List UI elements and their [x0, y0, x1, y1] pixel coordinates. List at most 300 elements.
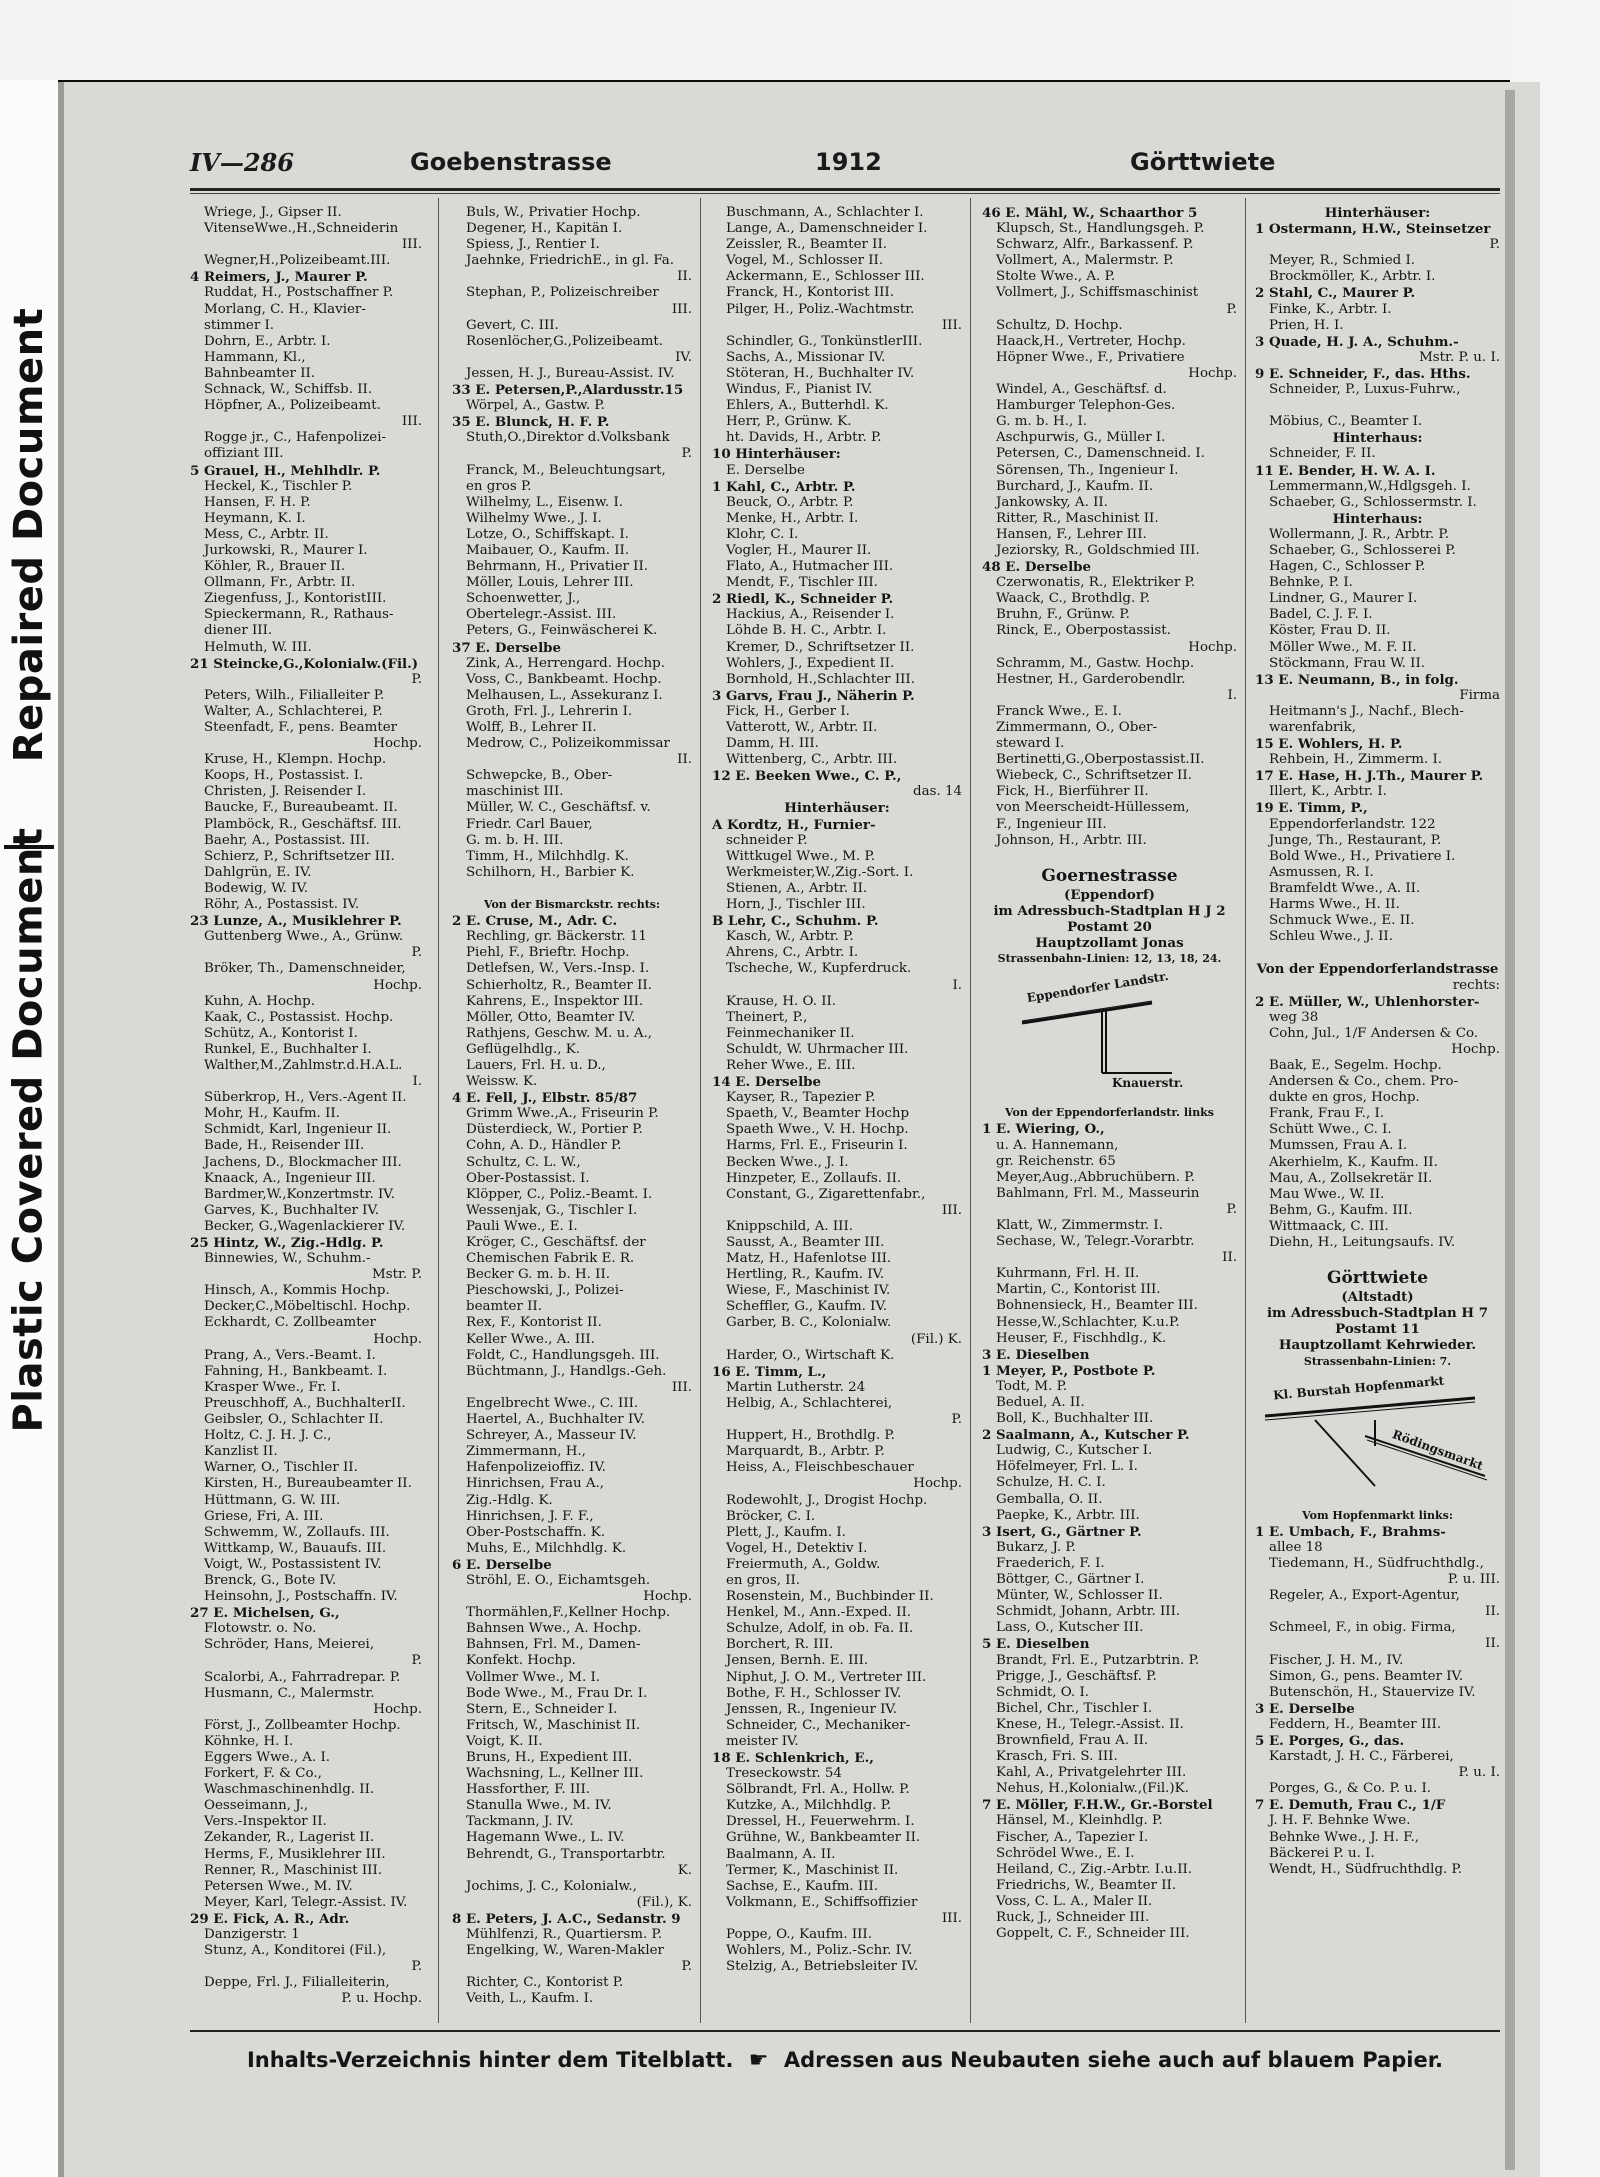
- directory-line: Vogel, H., Detektiv I.: [726, 1540, 868, 1556]
- directory-line: Czerwonatis, R., Elektriker P.: [996, 575, 1196, 591]
- directory-line: Pilger, H., Poliz.-Wachtmstr.: [726, 301, 915, 317]
- directory-line: Morlang, C. H., Klavier-: [204, 301, 366, 317]
- directory-line: Düsterdieck, W., Portier P.: [466, 1122, 643, 1138]
- directory-line: Pauli Wwe., E. I.: [466, 1218, 578, 1234]
- directory-line: Wendt, H., Südfruchthdlg. P.: [1269, 1861, 1463, 1877]
- directory-line: Jeziorsky, R., Goldschmied III.: [996, 542, 1200, 558]
- directory-line: Plamböck, R., Geschäftsf. III.: [204, 816, 402, 832]
- directory-line: Wittmaack, C. III.: [1269, 1218, 1389, 1234]
- directory-line: Ollmann, Fr., Arbtr. II.: [204, 575, 356, 591]
- directory-line: Bahnsen Wwe., A. Hochp.: [466, 1621, 642, 1637]
- directory-line: Tscheche, W., Kupferdruck.: [726, 961, 912, 977]
- directory-line: Hamburger Telephon-Ges.: [996, 398, 1176, 414]
- directory-line: Buls, W., Privatier Hochp.: [466, 205, 641, 220]
- directory-line: Schultz, C. L. W.,: [466, 1154, 581, 1170]
- directory-line: Helbig, A., Schlachterei,: [726, 1395, 893, 1411]
- directory-line: Becker, G.,Wagenlackierer IV.: [204, 1218, 406, 1234]
- directory-line: Stunz, A., Konditorei (Fil.),: [204, 1943, 387, 1959]
- directory-line: G. m. b. H., I.: [996, 414, 1088, 430]
- directory-line: Wohlers, J., Expedient II.: [726, 655, 895, 671]
- directory-line: Christen, J. Reisender I.: [204, 784, 367, 800]
- directory-line: Schreyer, A., Masseur IV.: [466, 1428, 637, 1444]
- directory-line: Schmuck Wwe., E. II.: [1269, 913, 1415, 929]
- directory-line: Schulze, H. C. I.: [996, 1475, 1106, 1491]
- directory-line: Löhde B. H. C., Arbtr. I.: [726, 623, 887, 639]
- directory-line: Decker,C.,Möbeltischl. Hochp.: [204, 1299, 411, 1315]
- directory-line: I.: [952, 977, 962, 993]
- directory-line: Ziegenfuss, J., KontoristIII.: [204, 591, 387, 607]
- directory-line: en gros P.: [466, 478, 532, 494]
- directory-line: Damm, H. III.: [726, 736, 819, 752]
- directory-line: Behrendt, G., Transportarbtr.: [466, 1846, 666, 1862]
- directory-line: Ober-Postassist. I.: [466, 1170, 590, 1186]
- directory-line: Knaack, A., Ingenieur III.: [204, 1170, 376, 1186]
- directory-line: Garber, B. C., Kolonialw.: [726, 1315, 892, 1331]
- directory-line: Hüttmann, G. W. III.: [204, 1492, 341, 1508]
- directory-line: Degener, H., Kapitän I.: [466, 221, 623, 237]
- directory-line: Schröder, Hans, Meierei,: [204, 1637, 375, 1653]
- directory-line: Hertling, R., Kaufm. IV.: [726, 1267, 885, 1283]
- directory-line: III.: [671, 301, 692, 317]
- directory-line: 4 Reimers, J., Maurer P.: [190, 269, 368, 286]
- directory-line: 11 E. Bender, H. W. A. I.: [1255, 462, 1436, 479]
- directory-line: Walther,M.,Zahlmstr.d.H.A.L.: [204, 1057, 403, 1073]
- directory-line: IV.: [675, 349, 692, 365]
- directory-line: Sechase, W., Telegr.-Vorarbtr.: [996, 1234, 1195, 1250]
- directory-line: Zig.-Hdlg. K.: [466, 1492, 553, 1508]
- directory-line: Bukarz, J. P.: [996, 1539, 1076, 1555]
- directory-line: Bold Wwe., H., Privatiere I.: [1269, 848, 1456, 864]
- directory-line: Wittkamp, W., Bauaufs. III.: [204, 1540, 387, 1556]
- directory-line: Prien, H. I.: [1269, 317, 1344, 333]
- directory-line: 14 E. Derselbe: [712, 1074, 822, 1091]
- directory-line: Bäckerei P. u. I.: [1269, 1845, 1375, 1861]
- directory-line: Ehlers, A., Butterhdl. K.: [726, 398, 889, 414]
- directory-line: Bode Wwe., M., Frau Dr. I.: [466, 1685, 648, 1701]
- directory-line: Dahlgrün, E. IV.: [204, 864, 312, 880]
- directory-line: im Adressbuch-Stadtplan H J 2: [993, 902, 1226, 919]
- directory-line: P.: [411, 671, 422, 687]
- directory-line: Feddern, H., Beamter III.: [1269, 1716, 1442, 1732]
- directory-line: Vatterott, W., Arbtr. II.: [726, 720, 878, 735]
- directory-line: im Adressbuch-Stadtplan H 7: [1266, 1305, 1489, 1322]
- directory-line: Lauers, Frl. H. u. D.,: [466, 1057, 606, 1073]
- directory-line: 2 Riedl, K., Schneider P.: [712, 591, 894, 608]
- directory-line: Vers.-Inspektor II.: [204, 1814, 327, 1830]
- directory-line: Krause, H. O. II.: [726, 993, 837, 1009]
- directory-line: Butenschön, H., Stauervize IV.: [1269, 1684, 1476, 1700]
- directory-line: 37 E. Derselbe: [452, 639, 562, 656]
- directory-line: Fahning, H., Bankbeamt. I.: [204, 1363, 388, 1379]
- directory-line: Vom Hopfenmarkt links:: [1302, 1508, 1453, 1522]
- directory-line: Brownfield, Frau A. II.: [996, 1732, 1149, 1748]
- directory-line: Prigge, J., Geschäftsf. P.: [996, 1668, 1157, 1684]
- directory-line: Windel, A., Geschäftsf. d.: [996, 382, 1167, 398]
- directory-line: Gevert, C. III.: [466, 317, 559, 333]
- directory-line: Baalmann, A. II.: [726, 1846, 836, 1862]
- directory-line: Porges, G., & Co. P. u. I.: [1269, 1781, 1432, 1797]
- directory-line: Sachs, A., Missionar IV.: [726, 349, 886, 365]
- directory-line: Brockmöller, K., Arbtr. I.: [1269, 269, 1436, 285]
- directory-line: Höpner Wwe., F., Privatiere: [996, 349, 1185, 365]
- directory-line: Schmidt, Johann, Arbtr. III.: [996, 1604, 1181, 1620]
- directory-line: Spaeth, V., Beamter Hochp: [726, 1106, 910, 1122]
- directory-line: Hochp.: [373, 977, 422, 993]
- directory-line: 17 E. Hase, H. J.Th., Maurer P.: [1255, 768, 1484, 785]
- directory-line: I.: [1227, 687, 1237, 703]
- directory-line: Maibauer, O., Kaufm. II.: [466, 542, 630, 558]
- directory-line: Klöpper, C., Poliz.-Beamt. I.: [466, 1186, 653, 1202]
- directory-line: P.: [681, 446, 692, 462]
- column-divider: [970, 198, 971, 2023]
- directory-line: Tackmann, J. IV.: [466, 1814, 574, 1830]
- directory-line: Preuschhoff, A., BuchhalterII.: [204, 1395, 406, 1411]
- directory-line: P. u. Hochp.: [341, 1991, 422, 2007]
- directory-line: III.: [941, 1910, 962, 1926]
- directory-line: Danzigerstr. 1: [204, 1927, 300, 1943]
- directory-line: Mau Wwe., W. II.: [1269, 1186, 1385, 1202]
- directory-line: P.: [1226, 301, 1237, 317]
- directory-line: 13 E. Neumann, B., in folg.: [1255, 671, 1459, 688]
- directory-line: Hochp.: [373, 1331, 422, 1347]
- directory-line: 2 E. Müller, W., Uhlenhorster-: [1255, 993, 1480, 1010]
- directory-line: Peters, Wilh., Filialleiter P.: [204, 687, 385, 703]
- directory-line: Böttger, C., Gärtner I.: [996, 1572, 1145, 1588]
- directory-line: Rogge jr., C., Hafenpolizei-: [204, 430, 387, 446]
- directory-line: Bröcker, C. I.: [726, 1508, 816, 1524]
- directory-line: Rex, F., Kontorist II.: [466, 1315, 602, 1331]
- directory-line: 1 E. Wiering, O.,: [982, 1121, 1105, 1138]
- directory-line: Hauptzollamt Jonas: [1035, 935, 1184, 952]
- directory-line: Wohlers, M., Poliz.-Schr. IV.: [726, 1943, 913, 1959]
- directory-line: Weissw. K.: [466, 1074, 538, 1090]
- directory-line: Flotowstr. o. No.: [204, 1621, 317, 1637]
- directory-line: Spiess, J., Rentier I.: [466, 237, 600, 253]
- directory-line: A Kordtz, H., Furnier-: [712, 816, 876, 833]
- directory-line: meister IV.: [726, 1733, 799, 1749]
- directory-line: Freiermuth, A., Goldw.: [726, 1556, 881, 1572]
- directory-line: Runkel, E., Buchhalter I.: [204, 1041, 372, 1057]
- directory-line: Termer, K., Maschinist II.: [726, 1862, 899, 1878]
- directory-line: Menke, H., Arbtr. I.: [726, 510, 859, 526]
- directory-line: Ackermann, E., Schlosser III.: [726, 269, 925, 285]
- directory-line: Kanzlist II.: [204, 1444, 278, 1460]
- directory-line: warenfabrik,: [1269, 720, 1356, 735]
- directory-line: Görttwiete: [1326, 1268, 1429, 1289]
- directory-line: [982, 849, 1237, 865]
- directory-line: Schmidt, O. I.: [996, 1684, 1089, 1700]
- directory-line: P. u. III.: [1447, 1572, 1500, 1588]
- directory-line: 2 Saalmann, A., Kutscher P.: [982, 1427, 1190, 1444]
- directory-line: Cohn, Jul., 1/F Andersen & Co.: [1269, 1025, 1479, 1041]
- directory-line: 4 E. Fell, J., Elbstr. 85/87: [452, 1090, 638, 1107]
- directory-line: 48 E. Derselbe: [982, 559, 1092, 576]
- directory-line: Medrow, C., Polizeikommissar: [466, 736, 670, 752]
- directory-line: Hinrichsen, Frau A.,: [466, 1476, 605, 1492]
- directory-line: Strassenbahn-Linien: 12, 13, 18, 24.: [997, 952, 1222, 966]
- directory-line: Volkmann, E., Schiffsoffizier: [726, 1894, 918, 1910]
- directory-line: Konfekt. Hochp.: [466, 1653, 576, 1669]
- directory-line: 3 Isert, G., Gärtner P.: [982, 1523, 1142, 1540]
- directory-line: Tiedemann, H., Südfruchthdlg.,: [1269, 1555, 1484, 1571]
- directory-line: B Lehr, C., Schuhm. P.: [712, 913, 879, 930]
- directory-line: Hackius, A., Reisender I.: [726, 607, 895, 623]
- directory-line: Engelking, W., Waren-Makler: [466, 1943, 664, 1959]
- directory-line: 18 E. Schlenkrich, E.,: [712, 1750, 874, 1766]
- directory-line: Schierz, P., Schriftsetzer III.: [204, 848, 395, 864]
- directory-line: Rodewohlt, J., Drogist Hochp.: [726, 1492, 928, 1508]
- directory-line: Beduel, A. II.: [996, 1395, 1085, 1410]
- directory-line: Spaeth Wwe., V. H. Hochp.: [726, 1122, 909, 1138]
- directory-line: Hinrichsen, J. F. F.,: [466, 1508, 594, 1524]
- directory-line: Holtz, C. J. H. J. C.,: [204, 1428, 332, 1444]
- directory-line: Wiebeck, C., Schriftsetzer II.: [996, 768, 1192, 784]
- directory-line: 27 E. Michelsen, G.,: [190, 1605, 340, 1622]
- directory-line: Scalorbi, A., Fahrradrepar. P.: [204, 1669, 401, 1685]
- pointing-hand-icon: ☛: [748, 2048, 769, 2073]
- directory-line: Ruck, J., Schneider III.: [996, 1910, 1150, 1925]
- directory-line: Fick, H., Gerber I.: [726, 703, 850, 719]
- directory-line: Haack,H., Vertreter, Hochp.: [996, 333, 1186, 349]
- directory-line: Kutzke, A., Milchhdlg. P.: [726, 1798, 892, 1814]
- directory-line: Finke, K., Arbtr. I.: [1269, 301, 1392, 317]
- directory-line: Forkert, F. & Co.,: [204, 1766, 322, 1782]
- directory-line: Brandt, Frl. E., Putzarbtrin. P.: [996, 1652, 1200, 1668]
- directory-line: Flato, A., Hutmacher III.: [726, 559, 894, 575]
- directory-line: Schleu Wwe., J. II.: [1269, 929, 1393, 945]
- directory-line: Stephan, P., Polizeischreiber: [466, 285, 659, 301]
- directory-line: Chemischen Fabrik E. R.: [466, 1251, 635, 1267]
- directory-line: Büchtmann, J., Handlgs.-Geh.: [466, 1363, 667, 1379]
- directory-line: Krasch, Fri. S. III.: [996, 1749, 1118, 1765]
- directory-line: gr. Reichenstr. 65: [996, 1153, 1116, 1169]
- directory-line: Cohn, A. D., Händler P.: [466, 1138, 622, 1154]
- directory-line: offiziant III.: [204, 446, 284, 462]
- directory-line: Oesseimann, J.,: [204, 1798, 309, 1814]
- directory-line: 8 E. Peters, J. A.C., Sedanstr. 9: [452, 1910, 681, 1927]
- directory-line: P.: [411, 1959, 422, 1975]
- directory-line: Münter, W., Schlosser II.: [996, 1588, 1163, 1604]
- directory-line: Hochp.: [1451, 1041, 1500, 1057]
- directory-line: Hinterhäuser:: [1324, 205, 1431, 221]
- directory-line: Voigt, W., Postassistent IV.: [204, 1556, 382, 1572]
- directory-line: 33 E. Petersen,P.,Alardusstr.15: [452, 382, 684, 399]
- directory-line: Bichel, Chr., Tischler I.: [996, 1700, 1153, 1716]
- directory-line: Helmuth, W. III.: [204, 639, 312, 655]
- directory-line: rechts:: [1452, 977, 1500, 993]
- directory-line: Bade, H., Reisender III.: [204, 1138, 365, 1154]
- directory-line: Werkmeister,W.,Zig.-Sort. I.: [726, 864, 914, 880]
- directory-line: Möller, Louis, Lehrer III.: [466, 575, 634, 591]
- directory-line: Ober-Postschaffn. K.: [466, 1524, 606, 1540]
- directory-line: P.: [411, 1653, 422, 1669]
- footer-index-note: Inhalts-Verzeichnis hinter dem Titelblatt.: [246, 2048, 734, 2072]
- directory-line: Kasch, W., Arbtr. P.: [726, 929, 854, 945]
- directory-line: Friedr. Carl Bauer,: [466, 816, 593, 832]
- directory-line: Regeler, A., Export-Agentur,: [1269, 1588, 1460, 1604]
- page-number: IV—286: [190, 148, 294, 177]
- directory-line: Möller Wwe., M. F. II.: [1269, 639, 1417, 655]
- column-5: [1255, 205, 1500, 2020]
- directory-line: Heckel, K., Tischler P.: [204, 478, 353, 494]
- directory-line: III.: [401, 414, 422, 430]
- directory-line: Scheffler, G., Kaufm. IV.: [726, 1299, 888, 1315]
- directory-line: Hochp.: [643, 1589, 692, 1605]
- directory-line: Klatt, W., Zimmermstr. I.: [996, 1217, 1163, 1233]
- directory-line: Hochp.: [1188, 639, 1237, 655]
- directory-line: Warner, O., Tischler II.: [204, 1460, 358, 1476]
- directory-line: 1 Ostermann, H.W., Steinsetzer: [1255, 221, 1491, 238]
- column-divider: [438, 198, 439, 2023]
- directory-line: Asmussen, R. I.: [1269, 864, 1374, 880]
- directory-line: Vogler, H., Maurer II.: [726, 542, 872, 558]
- directory-line: Prang, A., Vers.-Beamt. I.: [204, 1347, 376, 1363]
- directory-line: Firma: [1459, 687, 1500, 703]
- directory-line: Theinert, P.,: [726, 1009, 808, 1025]
- directory-line: Wriege, J., Gipser II.: [204, 205, 342, 220]
- directory-line: Hafenpolizeioffiz. IV.: [466, 1460, 606, 1476]
- directory-line: Kirsten, H., Bureaubeamter II.: [204, 1476, 412, 1492]
- directory-line: Wegner,H.,Polizeibeamt.III.: [204, 253, 391, 269]
- directory-line: Heymann, K. I.: [204, 510, 306, 526]
- directory-line: Herms, F., Musiklehrer III.: [204, 1846, 386, 1862]
- directory-line: Hansen, F. H. P.: [204, 494, 311, 510]
- directory-line: Todt, M. P.: [996, 1378, 1068, 1394]
- directory-line: Paepke, K., Arbtr. III.: [996, 1507, 1140, 1523]
- directory-line: II.: [1485, 1636, 1500, 1652]
- directory-line: Sörensen, Th., Ingenieur I.: [996, 462, 1179, 478]
- directory-line: Peters, G., Feinwäscherei K.: [466, 623, 658, 639]
- directory-line: Schrödel Wwe., E. I.: [996, 1845, 1135, 1861]
- directory-line: Hauptzollamt Kehrwieder.: [1278, 1337, 1477, 1354]
- directory-line: Badel, C. J. F. I.: [1269, 607, 1373, 623]
- directory-line: Hinsch, A., Kommis Hochp.: [204, 1283, 390, 1299]
- directory-line: Kremer, D., Schriftsetzer II.: [726, 639, 915, 655]
- directory-line: 46 E. Mähl, W., Schaarthor 5: [982, 205, 1198, 221]
- directory-line: Höfelmeyer, Frl. L. I.: [996, 1459, 1138, 1475]
- directory-line: Piehl, F., Brieftr. Hochp.: [466, 945, 630, 961]
- directory-line: Herr, P., Grünw. K.: [726, 414, 852, 430]
- directory-line: 16 E. Timm, L.,: [712, 1363, 827, 1380]
- directory-line: Hammann, Kl.,: [204, 349, 306, 365]
- directory-line: Eppendorferlandstr. 122: [1269, 816, 1436, 832]
- plastic-covered-label: Plastic Covered Document: [6, 827, 52, 1433]
- directory-line: Martin Lutherstr. 24: [726, 1379, 866, 1395]
- directory-line: 5 E. Dieselben: [982, 1636, 1090, 1653]
- directory-line: allee 18: [1269, 1539, 1323, 1555]
- directory-line: Sausst, A., Beamter III.: [726, 1235, 885, 1250]
- directory-line: Ströhl, E. O., Eichamtsgeh.: [466, 1572, 651, 1588]
- page-header: [190, 148, 1490, 182]
- directory-line: Kahl, A., Privatgelehrter III.: [996, 1765, 1187, 1781]
- directory-line: Bodewig, W. IV.: [204, 880, 309, 896]
- directory-line: Jenssen, R., Ingenieur IV.: [726, 1701, 897, 1717]
- directory-line: Schaeber, G., Schlosserei P.: [1269, 542, 1456, 558]
- directory-line: Klohr, C. I.: [726, 526, 799, 542]
- directory-line: Walter, A., Schlachterei, P.: [204, 703, 383, 719]
- directory-line: II.: [1485, 1604, 1500, 1620]
- map-street-label: Eppendorfer Landstr.: [1025, 969, 1170, 1006]
- directory-line: Rehbein, H., Zimmerm. I.: [1269, 752, 1443, 768]
- directory-line: II.: [1222, 1250, 1237, 1266]
- map-street-label: Rödingsmarkt: [1390, 1426, 1485, 1473]
- directory-line: 2 E. Cruse, M., Adr. C.: [452, 913, 618, 930]
- directory-line: Windus, F., Pianist IV.: [726, 382, 873, 398]
- column-3: [712, 205, 962, 2020]
- directory-line: Sölbrandt, Frl. A., Hollw. P.: [726, 1782, 910, 1798]
- map-street-label: Kl. Burstah Hopfenmarkt: [1272, 1373, 1445, 1403]
- directory-line: Steenfadt, F., pens. Beamter: [204, 720, 398, 735]
- directory-line: Karstadt, J. H. C., Färberei,: [1269, 1749, 1454, 1765]
- directory-line: Süberkrop, H., Vers.-Agent II.: [204, 1090, 407, 1106]
- directory-line: Wolff, B., Lehrer II.: [466, 720, 597, 735]
- directory-line: Kaak, C., Postassist. Hochp.: [204, 1009, 394, 1025]
- directory-line: Bramfeldt Wwe., A. II.: [1269, 880, 1421, 896]
- directory-line: Von der Eppendorferlandstrasse: [1256, 961, 1499, 978]
- directory-line: Mohr, H., Kaufm. II.: [204, 1106, 340, 1122]
- directory-line: Ritter, R., Maschinist II.: [996, 510, 1159, 526]
- directory-line: Fick, H., Bierführer II.: [996, 784, 1149, 800]
- directory-line: Ruddat, H., Postschaffner P.: [204, 285, 394, 301]
- directory-line: Kahrens, E., Inspektor III.: [466, 993, 644, 1009]
- directory-line: Matz, H., Hafenlotse III.: [726, 1251, 892, 1267]
- directory-line: Spieckermann, R., Rathaus-: [204, 607, 394, 623]
- column-2: [452, 205, 692, 2020]
- directory-line: Rechling, gr. Bäckerstr. 11: [466, 929, 647, 945]
- scan-background-top: [0, 0, 1600, 80]
- directory-line: Eggers Wwe., A. I.: [204, 1750, 331, 1765]
- directory-line: Röhr, A., Postassist. IV.: [204, 897, 360, 913]
- directory-line: 1 Meyer, P., Postbote P.: [982, 1362, 1156, 1379]
- directory-line: Strassenbahn-Linien: 7.: [1303, 1354, 1452, 1368]
- directory-line: Vollmer Wwe., M. I.: [466, 1669, 601, 1685]
- directory-line: Voigt, K. II.: [466, 1733, 543, 1749]
- directory-line: Vollmert, A., Malermstr. P.: [996, 253, 1174, 269]
- directory-line: Aschpurwis, G., Müller I.: [996, 430, 1166, 446]
- directory-line: Griese, Fri, A. III.: [204, 1508, 324, 1524]
- directory-line: 3 Garvs, Frau J., Näherin P.: [712, 687, 915, 704]
- street-map-goerttwiete: [1255, 1373, 1500, 1502]
- directory-line: Burchard, J., Kaufm. II.: [996, 478, 1154, 494]
- directory-line: Kröger, C., Geschäftsf. der: [466, 1235, 646, 1250]
- directory-line: Mühlfenzi, R., Quartiersm. P.: [466, 1927, 663, 1943]
- directory-line: Hagemann Wwe., L. IV.: [466, 1830, 625, 1846]
- directory-line: Hinzpeter, E., Zollaufs. II.: [726, 1170, 902, 1186]
- directory-line: Schwepcke, B., Ober-: [466, 768, 613, 784]
- directory-line: Hochp.: [373, 1701, 422, 1717]
- directory-line: Hinterhaus:: [1332, 430, 1423, 447]
- directory-line: III.: [941, 1202, 962, 1218]
- directory-line: Vollmert, J., Schiffsmaschinist: [996, 285, 1199, 301]
- directory-line: Zeissler, R., Beamter II.: [726, 237, 888, 253]
- directory-line: Fischer, A., Tapezier I.: [996, 1829, 1149, 1845]
- directory-line: Stolte Wwe., A. P.: [996, 269, 1116, 285]
- directory-line: Von der Eppendorferlandstr. links: [1005, 1106, 1214, 1120]
- directory-line: K.: [677, 1862, 692, 1878]
- directory-line: Meyer, R., Schmied I.: [1269, 253, 1415, 269]
- directory-line: Schaeber, G., Schlossermstr. I.: [1269, 494, 1477, 510]
- directory-line: Baehr, A., Postassist. III.: [204, 832, 370, 848]
- directory-line: Stöteran, H., Buchhalter IV.: [726, 365, 915, 381]
- directory-line: (Fil.), K.: [636, 1894, 692, 1910]
- directory-line: Postamt 20: [1067, 919, 1152, 936]
- directory-line: Koops, H., Postassist. I.: [204, 768, 364, 784]
- directory-line: Geflügelhdlg., K.: [466, 1041, 581, 1057]
- directory-line: Bertinetti,G.,Oberpostassist.II.: [996, 752, 1205, 768]
- directory-line: 7 E. Demuth, Frau C., 1/F: [1255, 1797, 1446, 1814]
- directory-line: Lindner, G., Maurer I.: [1269, 591, 1418, 607]
- directory-line: Schütt Wwe., C. I.: [1269, 1122, 1392, 1138]
